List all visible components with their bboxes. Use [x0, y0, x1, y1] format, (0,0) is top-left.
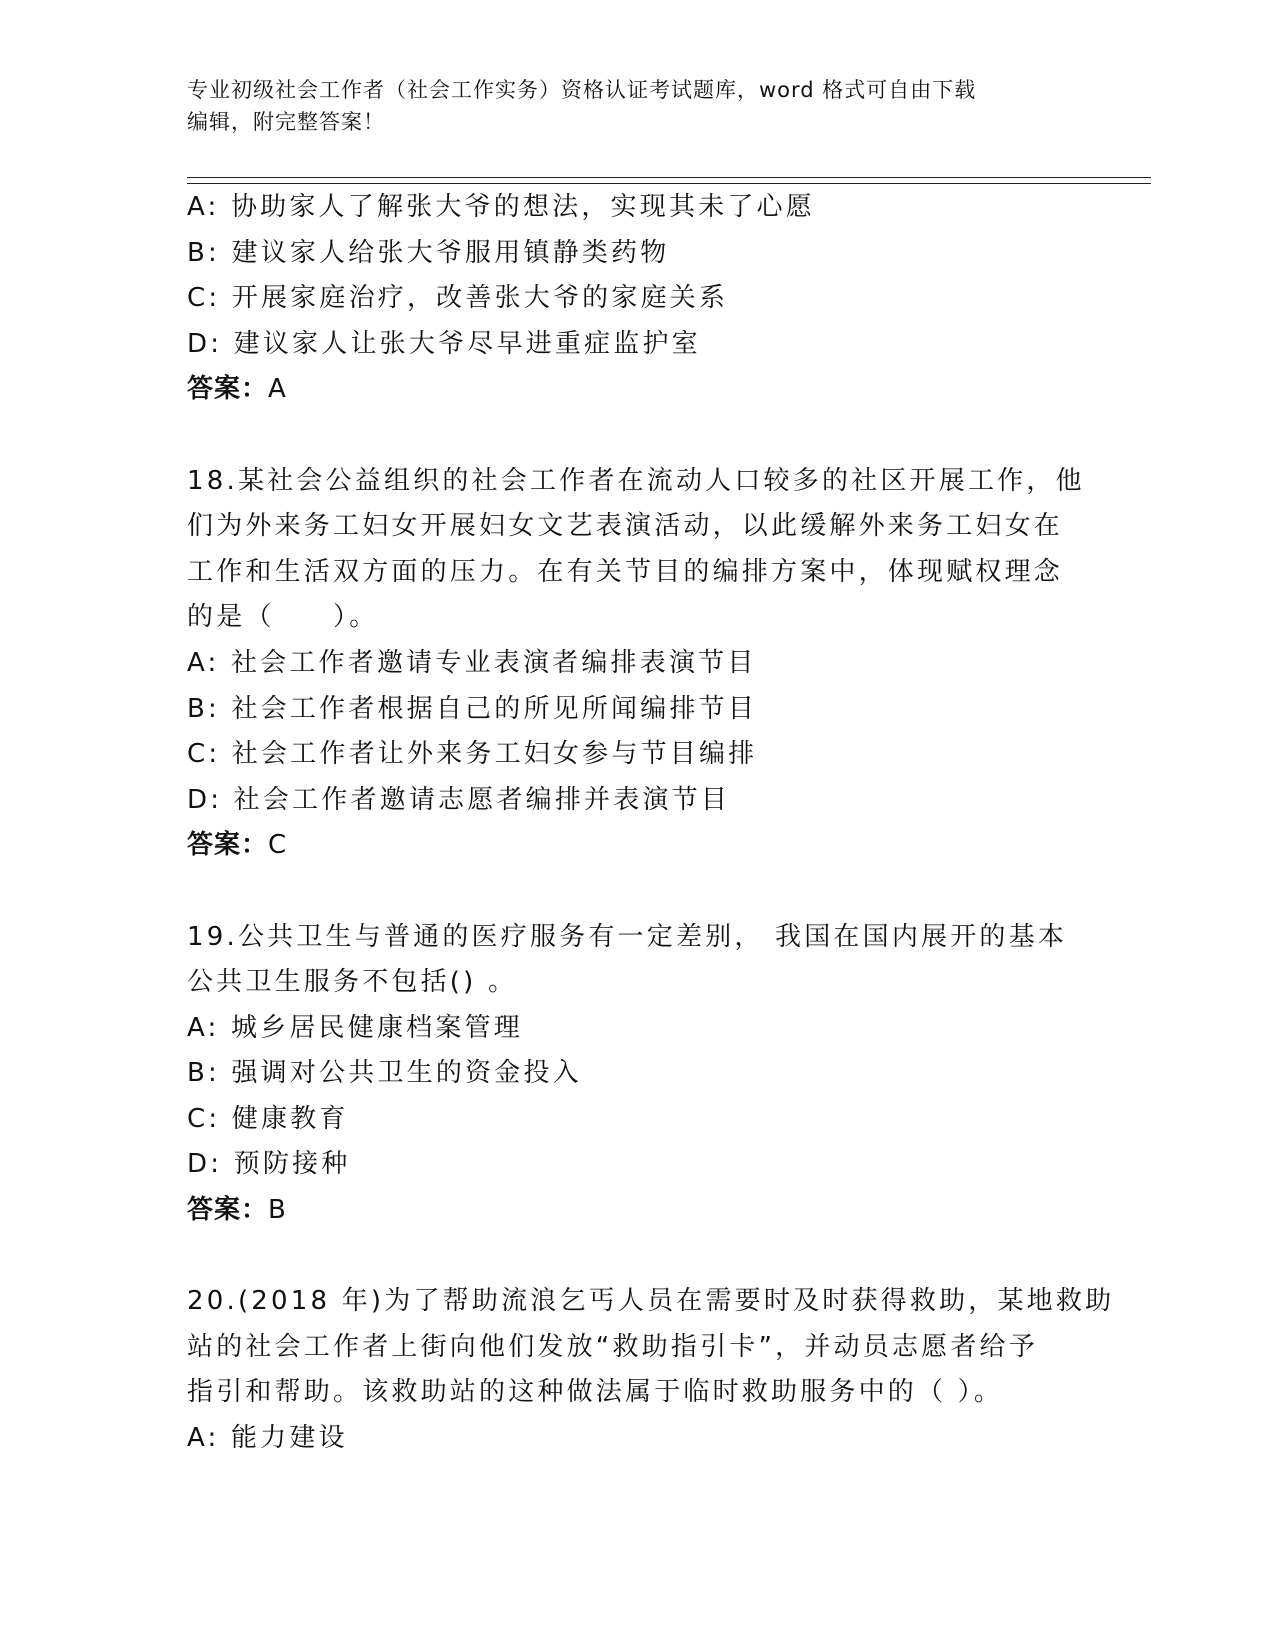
answer-label: 答案： — [187, 830, 269, 861]
question-text-line: 18.某社会公益组织的社会工作者在流动人口较多的社区开展工作，他 — [187, 465, 1085, 496]
option-c: C: 健康教育 — [187, 1103, 349, 1134]
question-text-line: 19.公共卫生与普通的医疗服务有一定差别， 我国在国内展开的基本 — [187, 921, 1068, 952]
header-rule-bottom — [187, 183, 1151, 184]
header-line-1: 专业初级社会工作者（社会工作实务）资格认证考试题库，word 格式可自由下载 — [187, 78, 977, 102]
option-c: C: 开展家庭治疗，改善张大爷的家庭关系 — [187, 283, 729, 314]
question-block-18 — [187, 459, 1087, 869]
spacer — [187, 413, 1087, 459]
question-text-line: 的是（ ）。 — [187, 602, 379, 633]
option-a: A: 能力建设 — [187, 1423, 348, 1454]
answer-line — [187, 823, 1087, 869]
document-header — [187, 74, 1087, 138]
question-text-line: 指引和帮助。该救助站的这种做法属于临时救助服务中的（ ）。 — [187, 1377, 1004, 1408]
question-block-17 — [187, 185, 1087, 413]
option-b: B: 社会工作者根据自己的所见所闻编排节目 — [187, 693, 758, 724]
answer-value: A — [268, 374, 287, 405]
option-b: B: 建议家人给张大爷服用镇静类药物 — [187, 237, 670, 268]
option-d: D: 建议家人让张大爷尽早进重症监护室 — [187, 328, 701, 359]
header-rule-top — [187, 177, 1151, 178]
answer-line — [187, 1188, 1087, 1234]
answer-label: 答案： — [187, 374, 269, 405]
question-text-line: 20.(2018 年)为了帮助流浪乞丐人员在需要时及时获得救助，某地救助 — [187, 1286, 1115, 1317]
option-d: D: 社会工作者邀请志愿者编排并表演节目 — [187, 784, 731, 815]
header-line-2: 编辑，附完整答案！ — [187, 110, 385, 134]
answer-line — [187, 367, 1087, 413]
question-text-line: 们为外来务工妇女开展妇女文艺表演活动，以此缓解外来务工妇女在 — [187, 511, 1064, 542]
question-block-19 — [187, 915, 1087, 1234]
spacer — [187, 869, 1087, 915]
answer-value: C — [268, 830, 288, 861]
spacer — [187, 1234, 1087, 1280]
question-block-20 — [187, 1279, 1115, 1461]
answer-value: B — [268, 1195, 287, 1226]
option-a: A: 协助家人了解张大爷的想法，实现其未了心愿 — [187, 192, 815, 222]
option-a: A: 城乡居民健康档案管理 — [187, 1012, 523, 1043]
option-a: A: 社会工作者邀请专业表演者编排表演节目 — [187, 647, 757, 678]
option-d: D: 预防接种 — [187, 1149, 351, 1180]
option-c: C: 社会工作者让外来务工妇女参与节目编排 — [187, 739, 758, 770]
question-text-line: 站的社会工作者上街向他们发放“救助指引卡”，并动员志愿者给予 — [187, 1331, 1038, 1362]
question-text-line: 公共卫生服务不包括() 。 — [187, 967, 518, 998]
answer-label: 答案： — [187, 1195, 269, 1226]
question-list — [187, 185, 1115, 1462]
question-text-line: 工作和生活双方面的压力。在有关节目的编排方案中，体现赋权理念 — [187, 556, 1064, 587]
option-b: B: 强调对公共卫生的资金投入 — [187, 1058, 582, 1089]
